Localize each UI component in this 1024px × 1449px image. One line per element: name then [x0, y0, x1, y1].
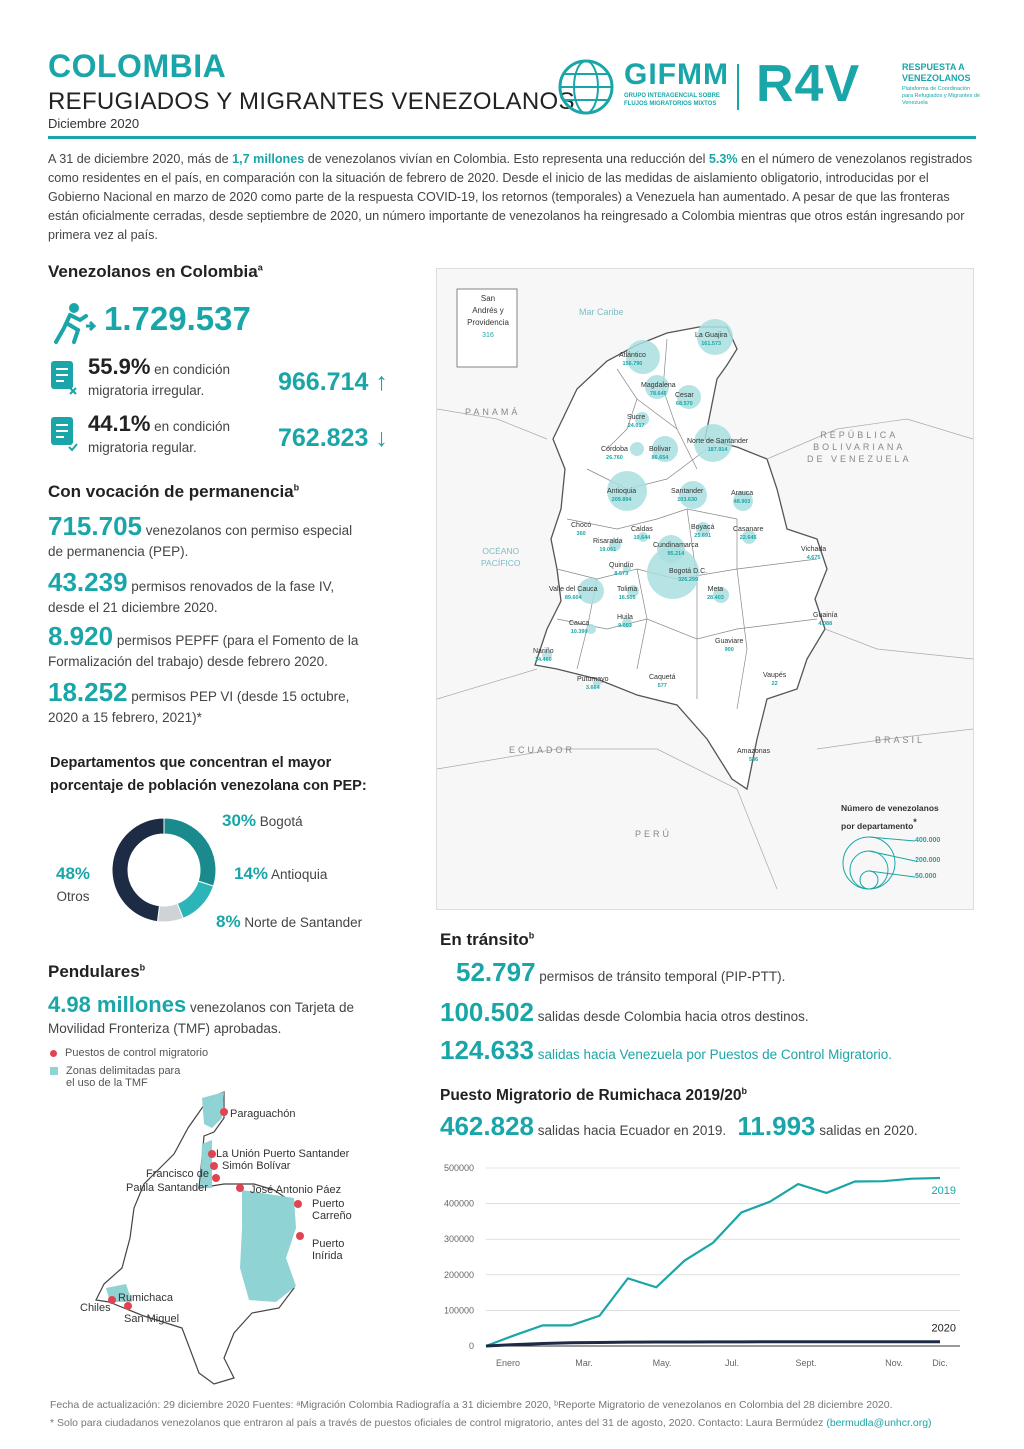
- point-label: Puerto: [312, 1238, 345, 1250]
- footnote-marker: b: [528, 930, 535, 941]
- dept-name: Vichada: [801, 546, 827, 553]
- permanencia-text: venezolanos con permiso especial: [145, 523, 353, 538]
- permanencia-num: 43.239: [48, 567, 128, 597]
- permanencia-num: 18.252: [48, 677, 128, 707]
- x-tick-label: Nov.: [885, 1358, 903, 1368]
- donut-label-nds: [216, 912, 362, 932]
- dept-label: [577, 675, 609, 693]
- map-text: Número de venezolanos: [841, 803, 939, 813]
- report-date: Diciembre 2020: [48, 116, 140, 131]
- dept-value: 156.790: [622, 361, 643, 367]
- dept-label: [631, 525, 653, 543]
- donut-label-antioquia: [234, 864, 327, 884]
- section-venezolanos-heading: [48, 262, 263, 282]
- map-text: 316: [482, 332, 494, 339]
- dept-name: Córdoba: [601, 446, 628, 453]
- dept-value: 28.403: [707, 595, 724, 601]
- footnote-marker: b: [293, 482, 300, 493]
- dept-name: La Guajira: [695, 332, 728, 339]
- section-pendulares-heading: [48, 962, 145, 982]
- series-line-2019: [486, 1178, 940, 1346]
- map-legend-value: 50.000: [915, 873, 937, 880]
- irregular-pct: 55.9%: [88, 354, 151, 379]
- dept-value: 19.061: [599, 547, 617, 553]
- legend-zones: [50, 1065, 180, 1089]
- dept-name: Meta: [707, 586, 724, 593]
- legend-control-points: [50, 1047, 208, 1059]
- dept-label: [691, 523, 714, 541]
- dept-label: [695, 331, 727, 349]
- irregular-number: 966.714 ↑: [278, 368, 388, 396]
- donut-label: Otros: [56, 889, 90, 904]
- y-tick-label: 300000: [443, 1234, 474, 1245]
- dept-name: Caldas: [631, 526, 653, 533]
- permanencia-text: Formalización del trabajo) desde febrero 2020.: [48, 654, 328, 669]
- dept-value: 103.630: [677, 497, 698, 503]
- heading-text: porcentaje de población venezolana con PEP:: [50, 778, 367, 794]
- permanencia-text: permisos PEPFF (para el Fomento de la: [116, 633, 359, 648]
- page-title: COLOMBIA: [48, 48, 227, 84]
- dept-value: 24.017: [627, 423, 645, 429]
- dept-name: Caquetá: [649, 674, 676, 681]
- legend-text: Zonas delimitadas para: [66, 1065, 181, 1077]
- total-venezolanos: 1.729.537: [104, 300, 251, 337]
- dept-label: [733, 525, 763, 543]
- point-label: Rumichaca: [118, 1292, 174, 1304]
- dept-label: [649, 673, 675, 691]
- map-text: BOLIVARIANA: [813, 442, 906, 452]
- transito-text: salidas hacia Venezuela por Puestos de Control Migratorio.: [537, 1047, 892, 1062]
- transito-text: permisos de tránsito temporal (PIP-PTT).: [539, 969, 786, 984]
- dept-value: 536: [748, 757, 759, 763]
- dept-value: 9.003: [618, 623, 632, 629]
- intro-text: en el número de venezolanos registrados como residentes en el país, en comparación con la situación de febrero de 2020. Desde el inicio de las medidas de aislamiento obligatorio, introducidas por el Gobierno Nacional en marzo de 2020 como parte de la respuesta COVID-19, los retornos (temporales) a Venezuela han aumentado. A pesar de que las fronteras están oficialmente cerradas, desde septiembre de 2020, un número importante de venezolanos ha reingresado a Colombia mientras que otros están ingresando por primera vez al país.: [48, 152, 973, 242]
- intro-text: de venezolanos vivían en Colombia. Esto representa una reducción del: [304, 152, 709, 166]
- dept-name: Cauca: [569, 620, 590, 627]
- series-line-2020: [486, 1342, 940, 1346]
- intro-highlight-millions: 1,7 millones: [232, 152, 305, 166]
- dept-label: [737, 747, 770, 765]
- heading-text: En tránsito: [440, 930, 529, 949]
- intro-paragraph: [48, 150, 973, 245]
- section-rumichaca-heading: [440, 1086, 747, 1105]
- series-label: 2019: [931, 1184, 956, 1197]
- dept-label: [549, 585, 598, 603]
- header-rule: [48, 136, 976, 139]
- transito-item: [440, 997, 809, 1027]
- donut-pct: 48%: [56, 864, 91, 883]
- irregular-text: migratoria irregular.: [88, 383, 205, 398]
- intro-highlight-pct: 5.3%: [708, 152, 738, 166]
- dept-label: [675, 391, 694, 409]
- point-label: José Antonio Páez: [250, 1184, 342, 1196]
- dept-label: [715, 637, 743, 655]
- regular-stat: [88, 413, 230, 458]
- heading-text: Puesto Migratorio de Rumichaca 2019/20: [440, 1087, 742, 1105]
- red-dot-icon: [50, 1050, 57, 1057]
- page-subtitle: REFUGIADOS Y MIGRANTES VENEZOLANOS: [48, 88, 575, 115]
- section-permanencia-heading: [48, 482, 299, 502]
- pep-donut-chart: [104, 810, 224, 930]
- dept-value: 26.760: [606, 455, 623, 461]
- san-andres-label: [459, 293, 517, 342]
- rumichaca-text: salidas en 2020.: [819, 1123, 918, 1138]
- dept-label: [609, 561, 634, 579]
- transito-num: 124.633: [440, 1035, 534, 1065]
- rumichaca-2020-num: 11.993: [737, 1111, 816, 1141]
- x-tick-label: May.: [652, 1358, 672, 1368]
- permanencia-item: [48, 567, 428, 618]
- donut-slice-antioquia: [177, 881, 213, 918]
- permanencia-text: permisos renovados de la fase IV,: [131, 579, 335, 594]
- heading-text: Departamentos que concentran el mayor: [50, 755, 332, 771]
- y-tick-label: 500000: [443, 1163, 474, 1173]
- dept-label: [571, 521, 591, 539]
- footer-sources: Fecha de actualización: 29 diciembre 2020 Fuentes: ᵃMigración Colombia Radiografía a 31 diciembre 2020, ᵇReporte Migratorio de venezolanos en Colombia del 28 diciembre 2020.: [50, 1399, 893, 1411]
- r4v-title: RESPUESTA A VENEZOLANOS: [902, 62, 971, 83]
- dept-name: Cundinamarca: [653, 542, 699, 549]
- departamentos-heading: [50, 752, 367, 798]
- regular-text: migratoria regular.: [88, 440, 197, 455]
- dept-name: Vaupés: [763, 672, 787, 679]
- transito-item: [456, 957, 786, 987]
- x-tick-label: Dic.: [932, 1358, 948, 1368]
- rumichaca-line-chart: [436, 1158, 976, 1374]
- dept-label: [649, 445, 671, 463]
- dept-name: Guainía: [813, 612, 838, 619]
- dept-label: [641, 381, 676, 399]
- point-label: La Unión Puerto Santander: [216, 1148, 350, 1160]
- dept-name: Boyacá: [691, 524, 715, 531]
- dept-value: 900: [724, 647, 734, 653]
- dept-label: [671, 487, 703, 505]
- r4v-logo: R4V: [756, 55, 861, 113]
- y-tick-label: 400000: [443, 1198, 474, 1209]
- dept-name: Arauca: [731, 490, 754, 497]
- dept-label: [607, 487, 636, 505]
- dept-value: 95.214: [667, 551, 685, 557]
- legend-text: el uso de la TMF: [66, 1077, 148, 1089]
- dept-name: Magdalena: [641, 382, 676, 389]
- dept-value: 68.570: [675, 401, 693, 407]
- dept-value: 326.299: [678, 577, 699, 583]
- permanencia-item: [48, 677, 428, 728]
- donut-slice-otros: [112, 818, 164, 922]
- dept-name: Huila: [617, 614, 633, 621]
- donut-pct: 8%: [216, 912, 241, 931]
- dept-value: 3.664: [585, 685, 600, 691]
- dept-label: [619, 351, 646, 369]
- point-label: Chiles: [80, 1302, 111, 1314]
- y-tick-label: 100000: [443, 1305, 474, 1316]
- dept-label: [627, 413, 645, 431]
- dept-label: [617, 613, 633, 631]
- rumichaca-text: salidas hacia Ecuador en 2019.: [537, 1123, 727, 1138]
- dept-name: Valle del Cauca: [549, 586, 598, 593]
- dept-value: 89.604: [564, 595, 582, 601]
- map-text: San: [480, 294, 496, 303]
- permanencia-num: 8.920: [48, 621, 114, 651]
- permanencia-text: desde el 21 diciembre 2020.: [48, 600, 218, 615]
- point-label: San Miguel: [124, 1313, 180, 1325]
- dept-name: Cesar: [675, 392, 694, 399]
- regular-number: 762.823 ↓: [278, 424, 388, 452]
- dept-name: Bolívar: [649, 446, 671, 453]
- dept-label: [731, 489, 753, 507]
- peru-label: PERÚ: [635, 829, 673, 839]
- ecuador-label: ECUADOR: [509, 745, 576, 755]
- dept-label: [707, 585, 724, 603]
- irregular-stat: [88, 356, 230, 401]
- dept-value: 209.894: [611, 497, 632, 503]
- walking-person-icon: [50, 302, 96, 344]
- dept-name: Casanare: [733, 526, 764, 533]
- transito-num: 52.797: [456, 957, 536, 987]
- x-tick-label: Sept.: [795, 1358, 817, 1368]
- dept-label: [569, 619, 589, 637]
- gifmm-subtitle: GRUPO INTERAGENCIAL SOBRE FLUJOS MIGRATORIOS MIXTOS: [624, 93, 720, 107]
- permanencia-text: 2020 a 15 febrero, 2021)*: [48, 710, 202, 725]
- donut-slice-bogota: [164, 818, 216, 886]
- map-text: OCÉANO: [482, 546, 520, 556]
- dept-name: Tolima: [617, 586, 638, 593]
- point-label: Puerto: [312, 1198, 345, 1210]
- point-label: Carreño: [312, 1210, 352, 1222]
- x-tick-label: Mar.: [575, 1358, 593, 1368]
- map-text: DE VENEZUELA: [807, 454, 912, 464]
- rumichaca-2019-num: 462.828: [440, 1111, 534, 1141]
- irregular-text: en condición: [154, 362, 230, 377]
- footnote-marker: b: [139, 962, 146, 973]
- r4v-subtitle: Plataforma de Coordinación para Refugiados y Migrantes de Venezuela: [902, 86, 980, 106]
- donut-label: Norte de Santander: [244, 915, 363, 930]
- dept-name: Sucre: [627, 414, 646, 421]
- heading-text: Pendulares: [48, 962, 140, 981]
- permanencia-text: permisos PEP VI (desde 15 octubre,: [131, 689, 350, 704]
- dept-name: Putumayo: [577, 676, 609, 683]
- logos: [554, 56, 979, 118]
- map-legend-value: 200.000: [915, 857, 941, 864]
- dept-name: Norte de Santander: [687, 438, 749, 445]
- x-tick-label: Enero: [495, 1358, 521, 1368]
- dept-value: 360: [576, 531, 586, 537]
- donut-pct: 14%: [234, 864, 269, 883]
- y-tick-label: 200000: [443, 1269, 474, 1280]
- dept-value: 48.903: [733, 499, 751, 505]
- venezuela-label: [807, 429, 912, 465]
- map-text: por departamento: [841, 820, 914, 831]
- y-tick-label: 0: [468, 1341, 474, 1351]
- dept-value: 161.573: [701, 341, 722, 347]
- dept-value: 4.675: [806, 555, 821, 561]
- transito-text: salidas desde Colombia hacia otros destinos.: [537, 1009, 809, 1024]
- dept-value: 4.088: [818, 621, 833, 627]
- footnote-marker: a: [257, 262, 263, 273]
- footer-note: [50, 1414, 980, 1432]
- regular-pct: 44.1%: [88, 411, 151, 436]
- dept-label: [653, 541, 699, 559]
- dept-label: [593, 537, 623, 555]
- donut-label-otros: [56, 863, 90, 908]
- dept-value: 14.460: [534, 657, 552, 663]
- pendulares-text: Movilidad Fronteriza (TMF) aprobadas.: [48, 1021, 282, 1036]
- dept-name: Bogotá D.C.: [669, 568, 708, 575]
- permanencia-num: 715.705: [48, 511, 142, 541]
- dept-label: [687, 437, 748, 455]
- dept-value: 8.573: [614, 571, 629, 577]
- donut-label: Antioquia: [271, 867, 328, 882]
- donut-label: Bogotá: [259, 814, 303, 829]
- intro-text: A 31 de diciembre 2020, más de: [48, 152, 233, 166]
- dept-value: 78.645: [649, 391, 667, 397]
- dept-label: [601, 445, 628, 463]
- rumichaca-stats: [440, 1111, 918, 1141]
- pendulares-num: 4.98 millones: [48, 992, 187, 1017]
- point-label: Francisco de: [146, 1168, 209, 1180]
- section-transito-heading: [440, 930, 534, 950]
- heading-text: Venezolanos en Colombia: [48, 262, 258, 281]
- dept-label: [533, 647, 554, 665]
- donut-pct: 30%: [222, 811, 257, 830]
- dept-name: Atlántico: [619, 352, 646, 359]
- dept-name: Risaralda: [593, 538, 623, 545]
- permanencia-text: de permanencia (PEP).: [48, 544, 189, 559]
- point-label: Inírida: [312, 1250, 343, 1262]
- dept-value: 187.914: [707, 447, 728, 453]
- dept-name: Santander: [671, 488, 704, 495]
- contact-link[interactable]: (bermudla@unhcr.org): [826, 1417, 932, 1429]
- permanencia-item: [48, 511, 428, 562]
- document-x-icon: [50, 360, 78, 396]
- point-label: Simón Bolívar: [222, 1160, 291, 1172]
- dept-name: Chocó: [571, 522, 592, 529]
- dept-name: Amazonas: [737, 748, 771, 755]
- dept-label: [763, 671, 786, 689]
- footnote-marker: b: [741, 1086, 747, 1096]
- dept-value: 22.645: [739, 535, 757, 541]
- dept-label: [813, 611, 838, 629]
- dept-value: 577: [657, 683, 667, 689]
- heading-text: Con vocación de permanencia: [48, 482, 294, 501]
- dept-value: 86.654: [651, 455, 669, 461]
- series-label: 2020: [931, 1322, 956, 1335]
- point-label: Paraguachón: [230, 1108, 296, 1120]
- footer-text: * Solo para ciudadanos venezolanos que entraron al país a través de puestos oficiales de control migratorio, antes del 31 de agosto, 2020. Contacto: Laura Bermúdez: [50, 1417, 824, 1429]
- dept-value: 10.644: [633, 535, 651, 541]
- teal-square-icon: [50, 1067, 58, 1075]
- map-text: PACÍFICO: [481, 558, 521, 568]
- donut-label-bogota: [222, 811, 303, 831]
- document-check-icon: [50, 416, 78, 452]
- dept-value: 10.390: [570, 629, 588, 635]
- dept-value: 16.505: [618, 595, 636, 601]
- regular-text: en condición: [154, 419, 230, 434]
- map-legend-value: 400.000: [915, 837, 941, 844]
- permanencia-item: [48, 621, 428, 672]
- dept-name: Nariño: [533, 648, 554, 655]
- dept-label: [669, 567, 707, 585]
- point-label: Paula Santander: [126, 1182, 208, 1194]
- colombia-map: [436, 268, 974, 910]
- dept-label: [617, 585, 637, 603]
- sea-label: Mar Caribe: [579, 307, 624, 317]
- map-text: Andrés y: [472, 306, 504, 315]
- pendulares-text: venezolanos con Tarjeta de: [189, 1000, 355, 1015]
- dept-label: [801, 545, 826, 563]
- x-tick-label: Jul.: [724, 1358, 740, 1368]
- dept-value: 22: [771, 681, 778, 687]
- ocean-label: [481, 545, 521, 569]
- dept-name: Antioquia: [607, 488, 637, 495]
- legend-text: Puestos de control migratorio: [65, 1047, 209, 1059]
- dept-name: Guaviare: [715, 638, 744, 645]
- dept-value: 25.691: [694, 533, 712, 539]
- map-legend-title: Número de venezolanos por departamento*: [841, 803, 939, 831]
- transito-num: 100.502: [440, 997, 534, 1027]
- transito-item: [440, 1035, 892, 1065]
- footer: [50, 1396, 980, 1432]
- dept-name: Quindío: [609, 562, 634, 569]
- brasil-label: BRASIL: [875, 735, 926, 745]
- map-text: REPÚBLICA: [820, 430, 899, 440]
- panama-label: PANAMÁ: [465, 407, 521, 417]
- map-text: Providencia: [467, 318, 509, 327]
- pendulares-stat: [48, 994, 428, 1039]
- gifmm-logo: GIFMM: [624, 58, 729, 91]
